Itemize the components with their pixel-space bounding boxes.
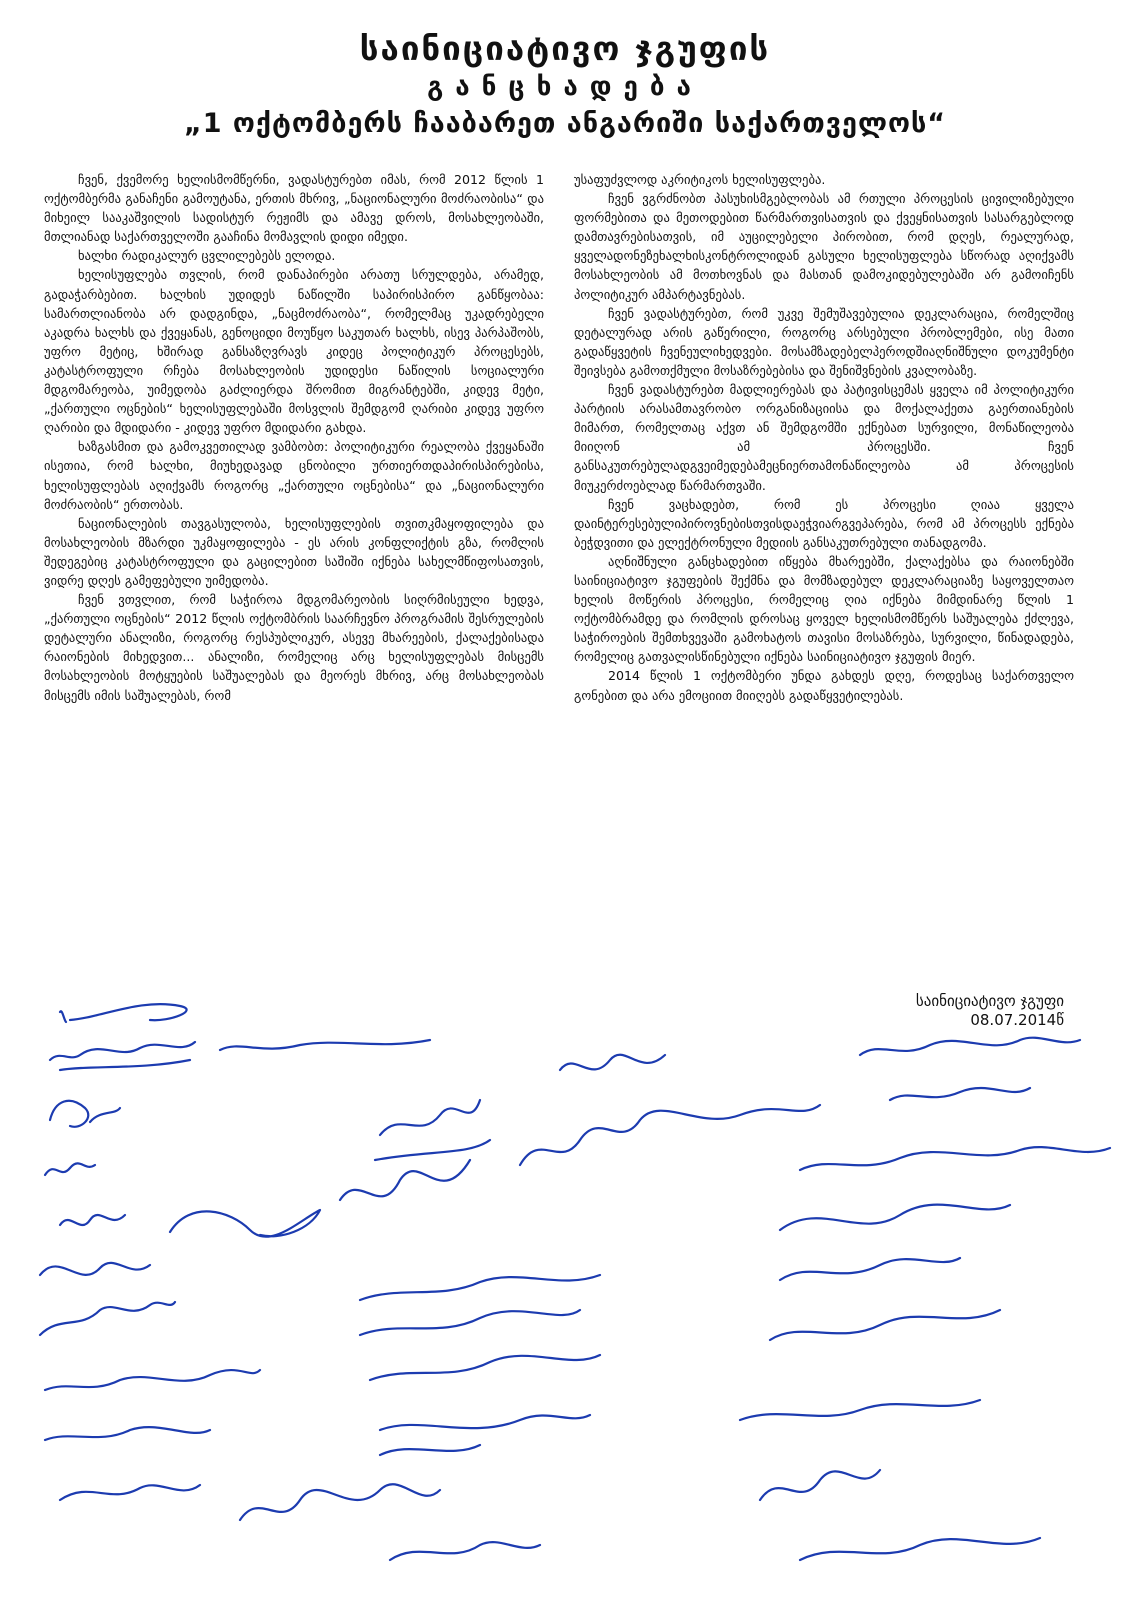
paragraph: ჩვენ ვადასტურებთ, რომ უკვე შემუშავებულია დეკლარაცია, რომელშიც დეტალურად არის გაწერილი, როგორც არსებული პრობლემები, ისე მათი გადაწყვეტის ჩვენეულიხედვები. მოსამზადებელპეროდშიაღნიშნული დოკუმენტი შეივსება გამოთქმული მოსაზრებებისა და შენიშვნების კვალობაზე. (574, 305, 1074, 378)
signature (390, 1542, 540, 1560)
signature (890, 1088, 1030, 1100)
signature (780, 1205, 1010, 1230)
left-column (44, 170, 544, 705)
signature (40, 1263, 150, 1275)
signature (60, 1004, 187, 1022)
signature (860, 1038, 1080, 1055)
signature (45, 1163, 95, 1175)
signature (50, 1101, 120, 1127)
title-block (40, 28, 1090, 144)
paragraph: ჩვენ ვადასტურებთ მადლიერებას და პატივისცემას ყველა იმ პოლიტიკური პარტიის არასამთავრობო ორგანიზაციისა და მოქალაქეთა გაერთიანების მიმართ, რომელთაც აქვთ ან შემდგომში ექნებათ სურვილი, მონაწილეობა მიიღონ ამ პროცესში. ჩვენ განსაკუთრებულადგვეიმედებამეცნიერთამონაწილეობა ამ პროცესის მიუკერძოებლად წარმართვაში. (574, 382, 1074, 493)
signature (360, 1275, 600, 1300)
signature (50, 1040, 430, 1070)
paragraph: ნაციონალების თავგასულობა, ხელისუფლების თვითკმაყოფილება და მოსახლეობის მზარდი უკმაყოფილება - ეს არის კონფლიქტის გზა, რომლის შედეგებიც კატასტროფული და გაცილებით საშიში იქნება სახელმწიფოსათვის, ვიდრე დღეს გამეფებული უიმედობა. (44, 515, 544, 588)
signature (370, 1355, 600, 1380)
signature-date: 08.07.2014წ (970, 1011, 1064, 1029)
signatory-group: საინიციატივო ჯგუფი (915, 992, 1064, 1010)
signature (520, 1105, 820, 1165)
paragraph: 2014 წლის 1 ოქტომბერი უნდა გახდეს დღე, როდესაც საქართველო გონებით და არა ემოციით მიიღებს გადაწყვეტილებას. (574, 668, 1074, 703)
signature (760, 1470, 880, 1500)
signature (800, 1147, 1110, 1170)
signature (170, 1210, 320, 1237)
signature (380, 1415, 590, 1455)
paragraph: ჩვენ ვაცხადებთ, რომ ეს პროცესი ღიაა ყველა დაინტერესებულიპიროვნებისთვისდაეჭვიარგვეპარება, რომ ამ პროცესს ექნება ბეჭდვითი და ელექტრონული მედიის განსაკუთრებული თანადგომა. (574, 496, 1074, 550)
paragraph: ჩვენ ვგრძნობთ პასუხისმგებლობას ამ რთული პროცესის ცივილიზებული ფორმებითა და მეთოდებით წარმართვისათვის და ქვეყნისათვის სასარგებლოდ დამთავრებისათვის, იმ აუცილებელი პირობით, რომ დღეს, რეალურად, ყველადონეზეხალხისკონტროლიდან გასული ხელისუფლება სწორად აღიქვამს მოსახლეობის ამ მოთხოვნას და მასთან დამოკიდებულებაში არ გამოიჩენს პოლიტიკურ ამპარტავნებას. (574, 191, 1074, 302)
paragraph: ჩვენ ვთვლით, რომ საჭიროა მდგომარეობის სიღრმისეული ხედვა, „ქართული ოცნების“ 2012 წლის ოქტომბრის საარჩევნო პროგრამის შესრულების დეტალური ანალიზი, როგორც რესპუბლიკურ, ასევე მხარეების, ქალაქებისადა რაიონების მიხედვით... ანალიზი, რომელიც არც ხელისუფლებას მისცემს მოსახლეობის მოტყუების საშუალებას და მეორეს მხრივ, არც მოსახლეობას მისცემს იმის საშუალებას, რომ (44, 592, 544, 703)
signature (40, 1302, 175, 1335)
right-column (574, 170, 1074, 705)
signature (800, 1538, 1040, 1560)
signature (60, 1485, 200, 1500)
handwritten-signatures (0, 1000, 1132, 1600)
signature (560, 1055, 665, 1070)
signature (770, 1310, 1000, 1340)
signature (45, 1427, 210, 1440)
signature (375, 1100, 490, 1160)
signature (45, 1370, 260, 1390)
signature (340, 1160, 470, 1200)
paragraph: უსაფუძვლოდ აკრიტიკოს ხელისუფლება. (574, 172, 826, 187)
paragraph: ჩვენ, ქვემორე ხელისმომწერნი, ვადასტურებთ იმას, რომ 2012 წლის 1 ოქტომბერმა განაჩენი გამოუტანა, ერთის მხრივ, „ნაციონალური მოძრაობისა“ და მიხეილ სააკაშვილის სადისტურ რეჟიმს და ამავე დროს, მოსახლეობაში, მთლიანად საქართველოში გააჩინა მომავლის დიდი იმედი. (44, 172, 544, 245)
signature (240, 1484, 440, 1520)
paragraph: ხალხი რადიკალურ ცვლილებებს ელოდა. (78, 248, 336, 264)
signature (360, 1310, 580, 1335)
document-heading: „1 ოქტომბერს ჩააბარეთ ანგარიში საქართველოს“ (183, 108, 947, 139)
document-subtitle: განცხადება (427, 72, 703, 102)
document-title: საინიციატივო ჯგუფის (359, 29, 771, 68)
signature (740, 1400, 980, 1420)
paragraph: ხელისუფლება თვლის, რომ დანაპირები არათუ სრულდება, არამედ, გადაჭარბებით. ხალხის უდიდეს ნაწილში საპირისპირო განწყობაა: სამართლიანობა არ დადგინდა, „ნაცმოძრაობა“, რომელმაც უკადრებელი აკადრა ხალხს და ქვეყანას, გენოციდი მოუწყო საკუთარ ხალხს, ისევ პარპაშობს, უფრო მეტიც, ხშირად განსაზღვრავს კიდეც პოლიტიკურ პროცესებს, კატასტროფული რჩება მოსახლეობის უდიდესი ნაწილის სოციალური მდგომარეობა, უიმედობა გაძლიერდა შრომით მიგრანტებში, კიდევ მეტი, „ქართული ოცნების“ ხელისუფლებაში მოსვლის შემდგომ ღარიბი კიდევ უფრო ღარიბი და მდიდარი - კიდევ უფრო მდიდარი გახდა. (44, 267, 544, 436)
paragraph: აღნიშნული განცხადებით იწყება მხარეებში, ქალაქებსა და რაიონებში საინიციატივო ჯგუფების შექმნა და მომზადებულ დეკლარაციაზე საყოველთაო ხელის მოწერის პროცესი, რომელიც ღია იქნება მიმდინარე წლის 1 ოქტომბრამდე და რომლის დროსაც ყოველ ხელისმომწერს საშუალება ქძლევა, საჭიროების შემთხვევაში გამოხატოს თავისი მოსაზრება, სურვილი, წინადადება, რომელიც გათვალისწინებული იქნება საინიციატივო ჯგუფის მიერ. (574, 553, 1074, 665)
paragraph: ხაზგასმით და გამოკვეთილად ვამბობთ: პოლიტიკური რეალობა ქვეყანაში ისეთია, რომ ხალხი, მიუხედავად ცნობილი ურთიერთდაპირისპირებისა, ხელისუფლებას აღიქვამს როგორც „ქართული ოცნებისა“ და „ნაციონალური მოძრაობის“ ერთობას. (44, 439, 544, 512)
signature (60, 1215, 125, 1225)
signature (780, 1258, 960, 1280)
